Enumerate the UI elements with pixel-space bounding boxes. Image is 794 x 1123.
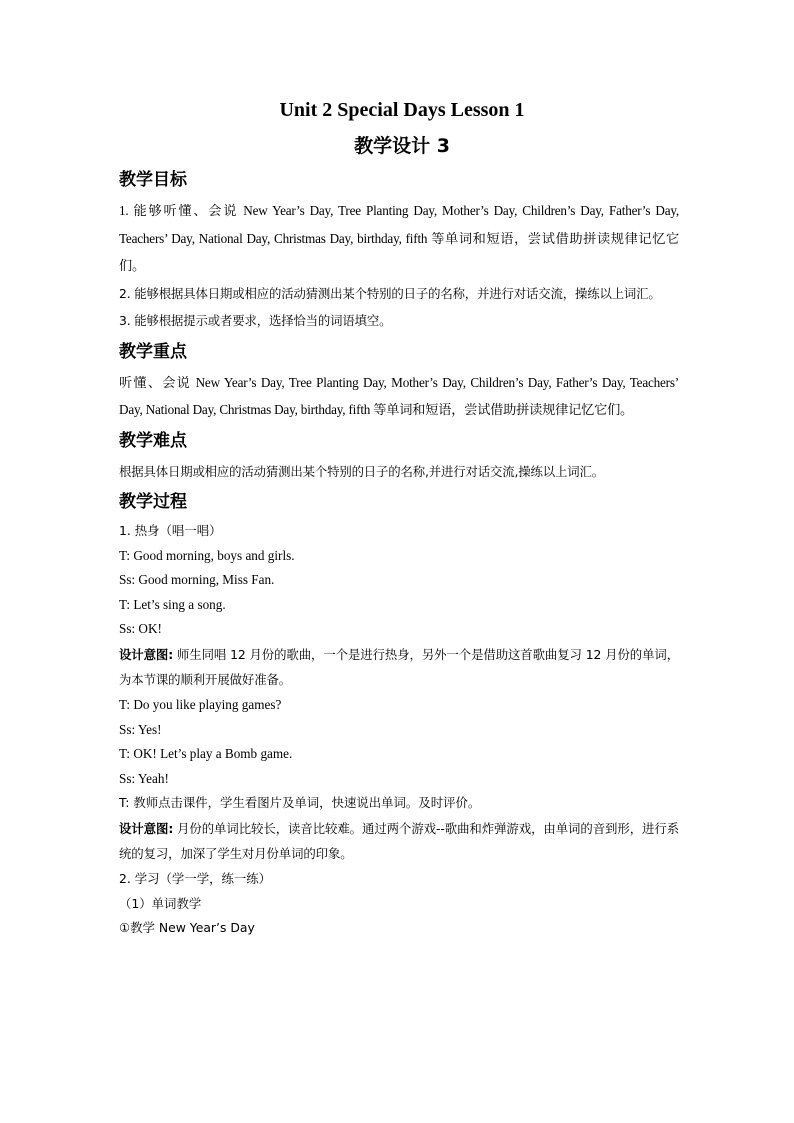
objective-item-2: 2. 能够根据具体日期或相应的活动猜测出某个特别的日子的名称，并进行对话交流，操练以上词汇。: [119, 285, 661, 301]
step1-title: 1. 热身（唱一唱）: [119, 523, 222, 538]
dialog2-line: T: Do you like playing games?: [119, 696, 282, 712]
dialog1-line: Ss: OK!: [119, 621, 162, 637]
dialog1-line: T: Let’s sing a song.: [119, 596, 226, 612]
design-intent-1: [119, 642, 679, 693]
heading-objectives: 教学目标: [119, 170, 187, 190]
difficulties-text: 根据具体日期或相应的活动猜测出某个特别的日子的名称,并进行对话交流,操练以上词汇。: [119, 463, 604, 479]
dialog1-line: T: Good morning, boys and girls.: [119, 547, 295, 563]
document-title: Unit 2 Special Days Lesson 1: [279, 99, 525, 121]
design-intent-label: 设计意图:: [119, 820, 174, 836]
sub1-item1: ①教学 New Year’s Day: [119, 920, 255, 936]
design-intent-label: 设计意图:: [119, 646, 174, 662]
dialog2-line: Ss: Yeah!: [119, 770, 169, 786]
heading-key-points: 教学重点: [119, 341, 187, 362]
heading-process: 教学过程: [119, 492, 187, 512]
heading-difficulties: 教学难点: [119, 430, 187, 451]
objective-item-1: 1. 能够听懂、会说 New Year’s Day, Tree Planting Day, Mother’s Day, Children’s Day, Father’s Day, Teachers’ Day, National Day, Christmas Day, birthday, fifth 等单词和短语，尝试借助拼读规律记忆它们。: [119, 203, 679, 273]
design-intent-2: [119, 816, 679, 867]
sub1-title: （1）单词教学: [119, 895, 202, 911]
teacher-action: T: 教师点击课件，学生看图片及单词，快速说出单词。及时评价。: [119, 795, 481, 811]
dialog2-line: Ss: Yes!: [119, 721, 162, 737]
dialog2-line: T: OK! Let’s play a Bomb game.: [119, 746, 293, 762]
key-points-text: 听懂、会说 New Year’s Day, Tree Planting Day, Mother’s Day, Children’s Day, Father’s Day, Teachers’ Day, National Day, Christmas Day, birthday, fifth 等单词和短语，尝试借助拼读规律记忆它们。: [119, 374, 679, 417]
design-intent-text: 师生同唱 12 月份的歌曲，一个是进行热身，另外一个是借助这首歌曲复习 12 月份的单词，为本节课的顺利开展做好准备。: [119, 646, 679, 688]
document-subtitle: 教学设计 3: [354, 135, 450, 157]
objective-item-3: 3. 能够根据提示或者要求，选择恰当的词语填空。: [119, 313, 392, 328]
design-intent-text: 月份的单词比较长，读音比较难。通过两个游戏--歌曲和炸弹游戏，由单词的音到形，进行系统的复习，加深了学生对月份单词的印象。: [119, 820, 679, 862]
step2-title: 2. 学习（学一学，练一练）: [119, 870, 272, 886]
document-body: [119, 96, 679, 941]
dialog1-line: Ss: Good morning, Miss Fan.: [119, 572, 275, 588]
